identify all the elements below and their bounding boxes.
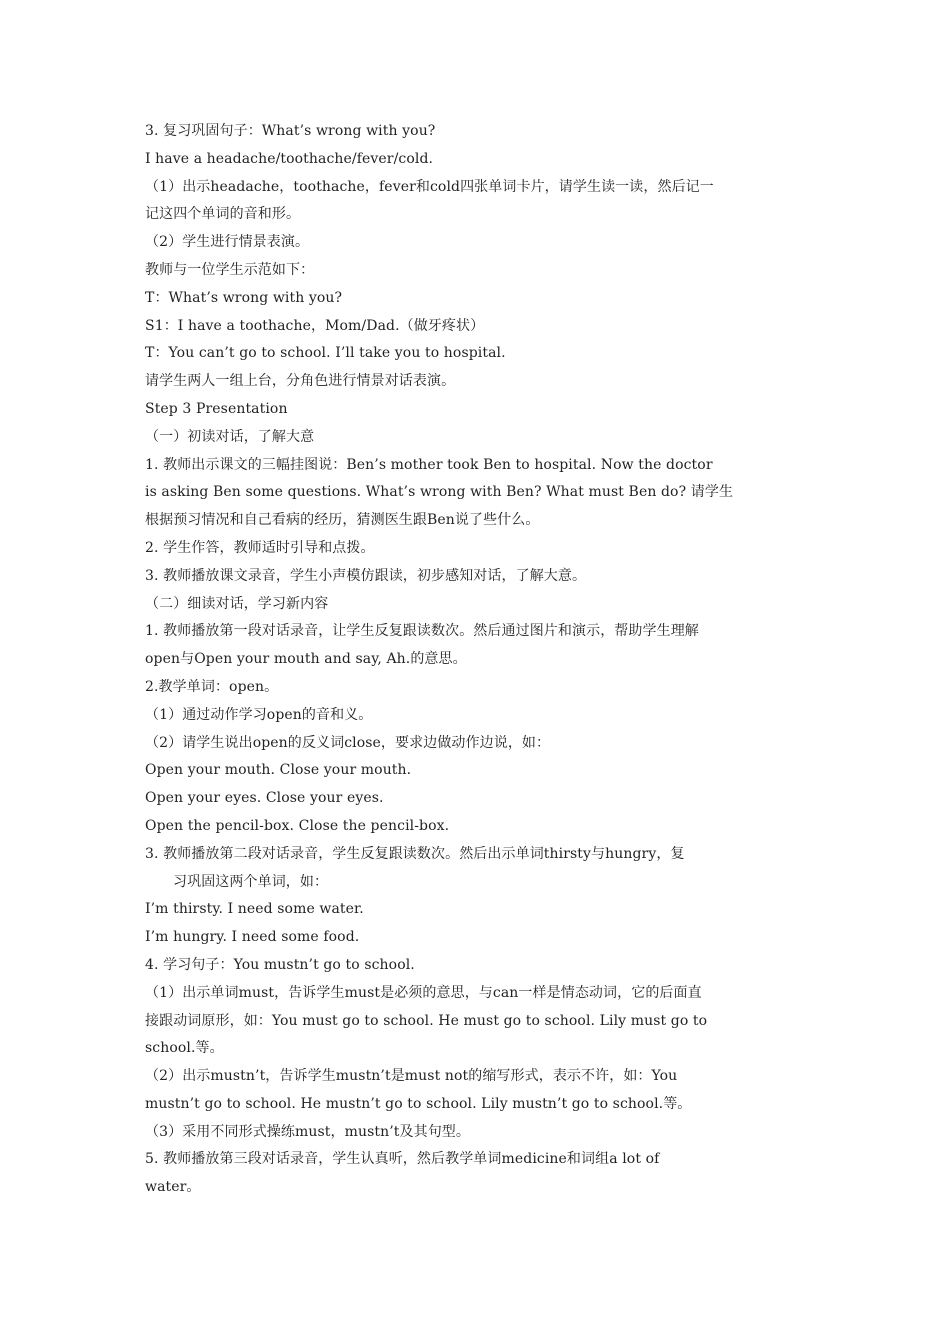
example-line: Open your eyes. Close your eyes. — [145, 790, 384, 807]
text-line: 接跟动词原形，如：You must go to school. He must go to school. Lily must go to — [145, 1012, 708, 1029]
text-line: 请学生两人一组上台，分角色进行情景对话表演。 — [145, 373, 456, 390]
dialogue-line: T：What’s wrong with you? — [145, 289, 343, 306]
section-heading: （二）细读对话，学习新内容 — [145, 595, 329, 612]
text-line: （2）出示mustn’t，告诉学生mustn’t是must not的缩写形式，表示不许，如：You — [145, 1068, 678, 1085]
text-line: mustn’t go to school. He mustn’t go to school. Lily mustn’t go to school.等。 — [145, 1095, 692, 1112]
example-line: Open the pencil-box. Close the pencil-box. — [145, 817, 450, 834]
section-heading: （一）初读对话，了解大意 — [145, 428, 315, 445]
text-line-indented: 习巩固这两个单词，如： — [173, 873, 329, 890]
text-line: 2.教学单词：open。 — [145, 678, 279, 695]
example-line: Open your mouth. Close your mouth. — [145, 762, 412, 779]
text-line: 根据预习情况和自己看病的经历，猜测医生跟Ben说了些什么。 — [145, 512, 540, 529]
example-line: I’m hungry. I need some food. — [145, 929, 360, 946]
text-line: 2. 学生作答，教师适时引导和点拨。 — [145, 539, 375, 556]
text-line: 1. 教师播放第一段对话录音，让学生反复跟读数次。然后通过图片和演示，帮助学生理解 — [145, 623, 699, 640]
text-line: 4. 学习句子：You mustn’t go to school. — [145, 956, 415, 973]
text-line: water。 — [145, 1179, 201, 1196]
text-line: 记这四个单词的音和形。 — [145, 206, 301, 223]
text-line: （1）通过动作学习open的音和义。 — [145, 706, 373, 723]
text-line: I have a headache/toothache/fever/cold. — [145, 150, 434, 167]
step-heading: Step 3 Presentation — [145, 400, 288, 417]
review-sentence-heading: 3. 复习巩固句子：What’s wrong with you? — [145, 123, 436, 139]
text-line: open与Open your mouth and say, Ah.的意思。 — [145, 651, 467, 668]
text-line: 1. 教师出示课文的三幅挂图说：Ben’s mother took Ben to hospital. Now the doctor — [145, 456, 713, 473]
dialogue-line: T：You can’t go to school. I’ll take you to hospital. — [145, 345, 506, 362]
example-line: I’m thirsty. I need some water. — [145, 901, 364, 918]
text-line: （3）采用不同形式操练must，mustn’t及其句型。 — [145, 1123, 471, 1140]
text-line: school.等。 — [145, 1040, 224, 1057]
text-line: （2）学生进行情景表演。 — [145, 234, 310, 251]
document-body — [145, 118, 810, 1202]
text-line: is asking Ben some questions. What’s wrong with Ben? What must Ben do? 请学生 — [145, 484, 734, 501]
text-line: 3. 教师播放第二段对话录音，学生反复跟读数次。然后出示单词thirsty与hungry，复 — [145, 845, 685, 862]
text-line: （2）请学生说出open的反义词close，要求边做动作边说，如： — [145, 734, 551, 751]
text-line: 5. 教师播放第三段对话录音，学生认真听，然后教学单词medicine和词组a lot of — [145, 1151, 660, 1168]
text-line: （1）出示headache，toothache，fever和cold四张单词卡片，请学生读一读，然后记一 — [145, 178, 714, 195]
text-line: 教师与一位学生示范如下： — [145, 261, 315, 278]
dialogue-line: S1：I have a toothache，Mom/Dad.（做牙疼状） — [145, 317, 485, 334]
text-line: （1）出示单词must，告诉学生must是必须的意思，与can一样是情态动词，它的后面直 — [145, 984, 702, 1001]
text-line: 3. 教师播放课文录音，学生小声模仿跟读，初步感知对话，了解大意。 — [145, 567, 587, 584]
